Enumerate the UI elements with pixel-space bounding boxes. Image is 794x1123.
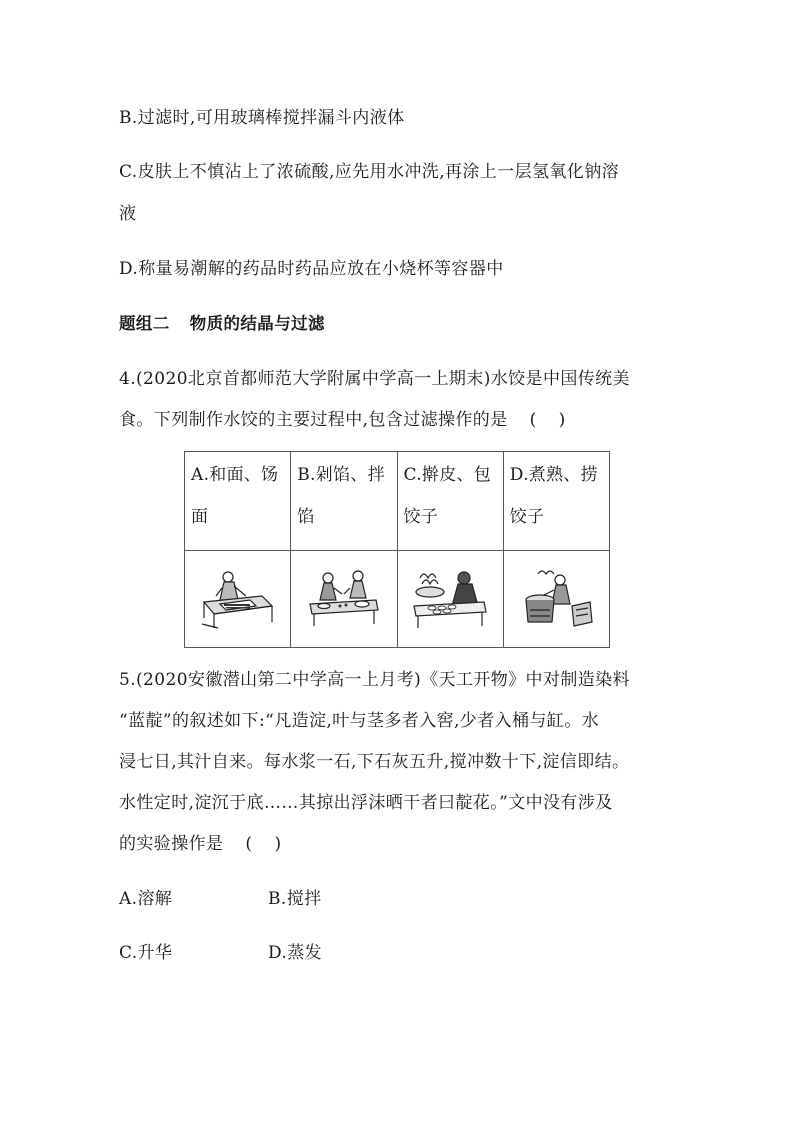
q4-options-table: [184, 451, 610, 648]
q4-option-c-image-cell: [397, 551, 503, 648]
q3-option-b: B.过滤时,可用玻璃棒搅拌漏斗内液体: [119, 108, 405, 128]
q3-option-c-line2: 液: [119, 204, 137, 224]
q4-stem-text: 食。下列制作水饺的主要过程中,包含过滤操作的是: [119, 410, 508, 430]
wrapping-dumplings-illustration-icon: [410, 566, 490, 632]
section-label: 题组二: [119, 314, 170, 333]
q5-answer-paren-close: ): [274, 834, 282, 854]
q4-stem-line1: 4.(2020北京首都师范大学附属中学高一上期末)水饺是中国传统美: [119, 369, 630, 389]
q4-option-a-line2: 面: [191, 507, 209, 527]
q5-stem-text: 的实验操作是: [119, 834, 224, 854]
q5-stem-line4: 水性定时,淀沉于底……其掠出浮沫晒干者曰靛花。”文中没有涉及: [119, 793, 613, 813]
q4-option-d-line2: 饺子: [509, 507, 545, 527]
section-title: 物质的结晶与过滤: [189, 314, 325, 333]
q4-option-c-line1: C.擀皮、包: [403, 465, 492, 485]
q5-stem-line3: 浸七日,其汁自来。每水浆一石,下石灰五升,搅冲数十下,淀信即结。: [119, 752, 630, 772]
q4-option-d-image-cell: [503, 551, 609, 648]
q5-option-c: C.升华: [119, 943, 173, 963]
q4-option-b: [291, 452, 397, 551]
q5-answer-paren-open: (: [245, 834, 253, 854]
q5-stem-line2: “蓝靛”的叙述如下:“凡造淀,叶与茎多者入窖,少者入桶与缸。水: [119, 711, 600, 731]
q4-answer-paren-close: ): [558, 410, 566, 430]
q4-option-c-line2: 饺子: [403, 507, 439, 527]
q4-option-b-line1: B.剁馅、拌: [297, 465, 385, 485]
kneading-dough-illustration-icon: [198, 566, 278, 632]
chopping-filling-illustration-icon: [304, 566, 384, 632]
q4-option-b-line2: 馅: [297, 507, 315, 527]
boiling-dumplings-illustration-icon: [516, 566, 596, 632]
q4-option-a: [185, 452, 291, 551]
q4-answer-paren-open: (: [529, 410, 537, 430]
q5-option-b: B.搅拌: [268, 889, 322, 909]
q5-stem-line5: [119, 832, 282, 856]
q5-option-d: D.蒸发: [268, 943, 323, 963]
q5-stem-line1: 5.(2020安徽潜山第二中学高一上月考)《天工开物》中对制造染料: [119, 670, 630, 690]
section-heading: [119, 312, 325, 336]
q4-option-a-line1: A.和面、饧: [191, 465, 279, 485]
q3-option-d: D.称量易潮解的药品时药品应放在小烧杯等容器中: [119, 259, 504, 279]
q4-option-a-image-cell: [185, 551, 291, 648]
q5-option-a: A.溶解: [119, 889, 173, 909]
q4-option-d-line1: D.煮熟、捞: [509, 465, 598, 485]
q4-option-b-image-cell: [291, 551, 397, 648]
q4-option-d: [503, 452, 609, 551]
q4-option-c: [397, 452, 503, 551]
q3-option-c-line1: C.皮肤上不慎沾上了浓硫酸,应先用水冲洗,再涂上一层氢氧化钠溶: [119, 162, 620, 182]
q4-stem-line2: [119, 408, 566, 432]
